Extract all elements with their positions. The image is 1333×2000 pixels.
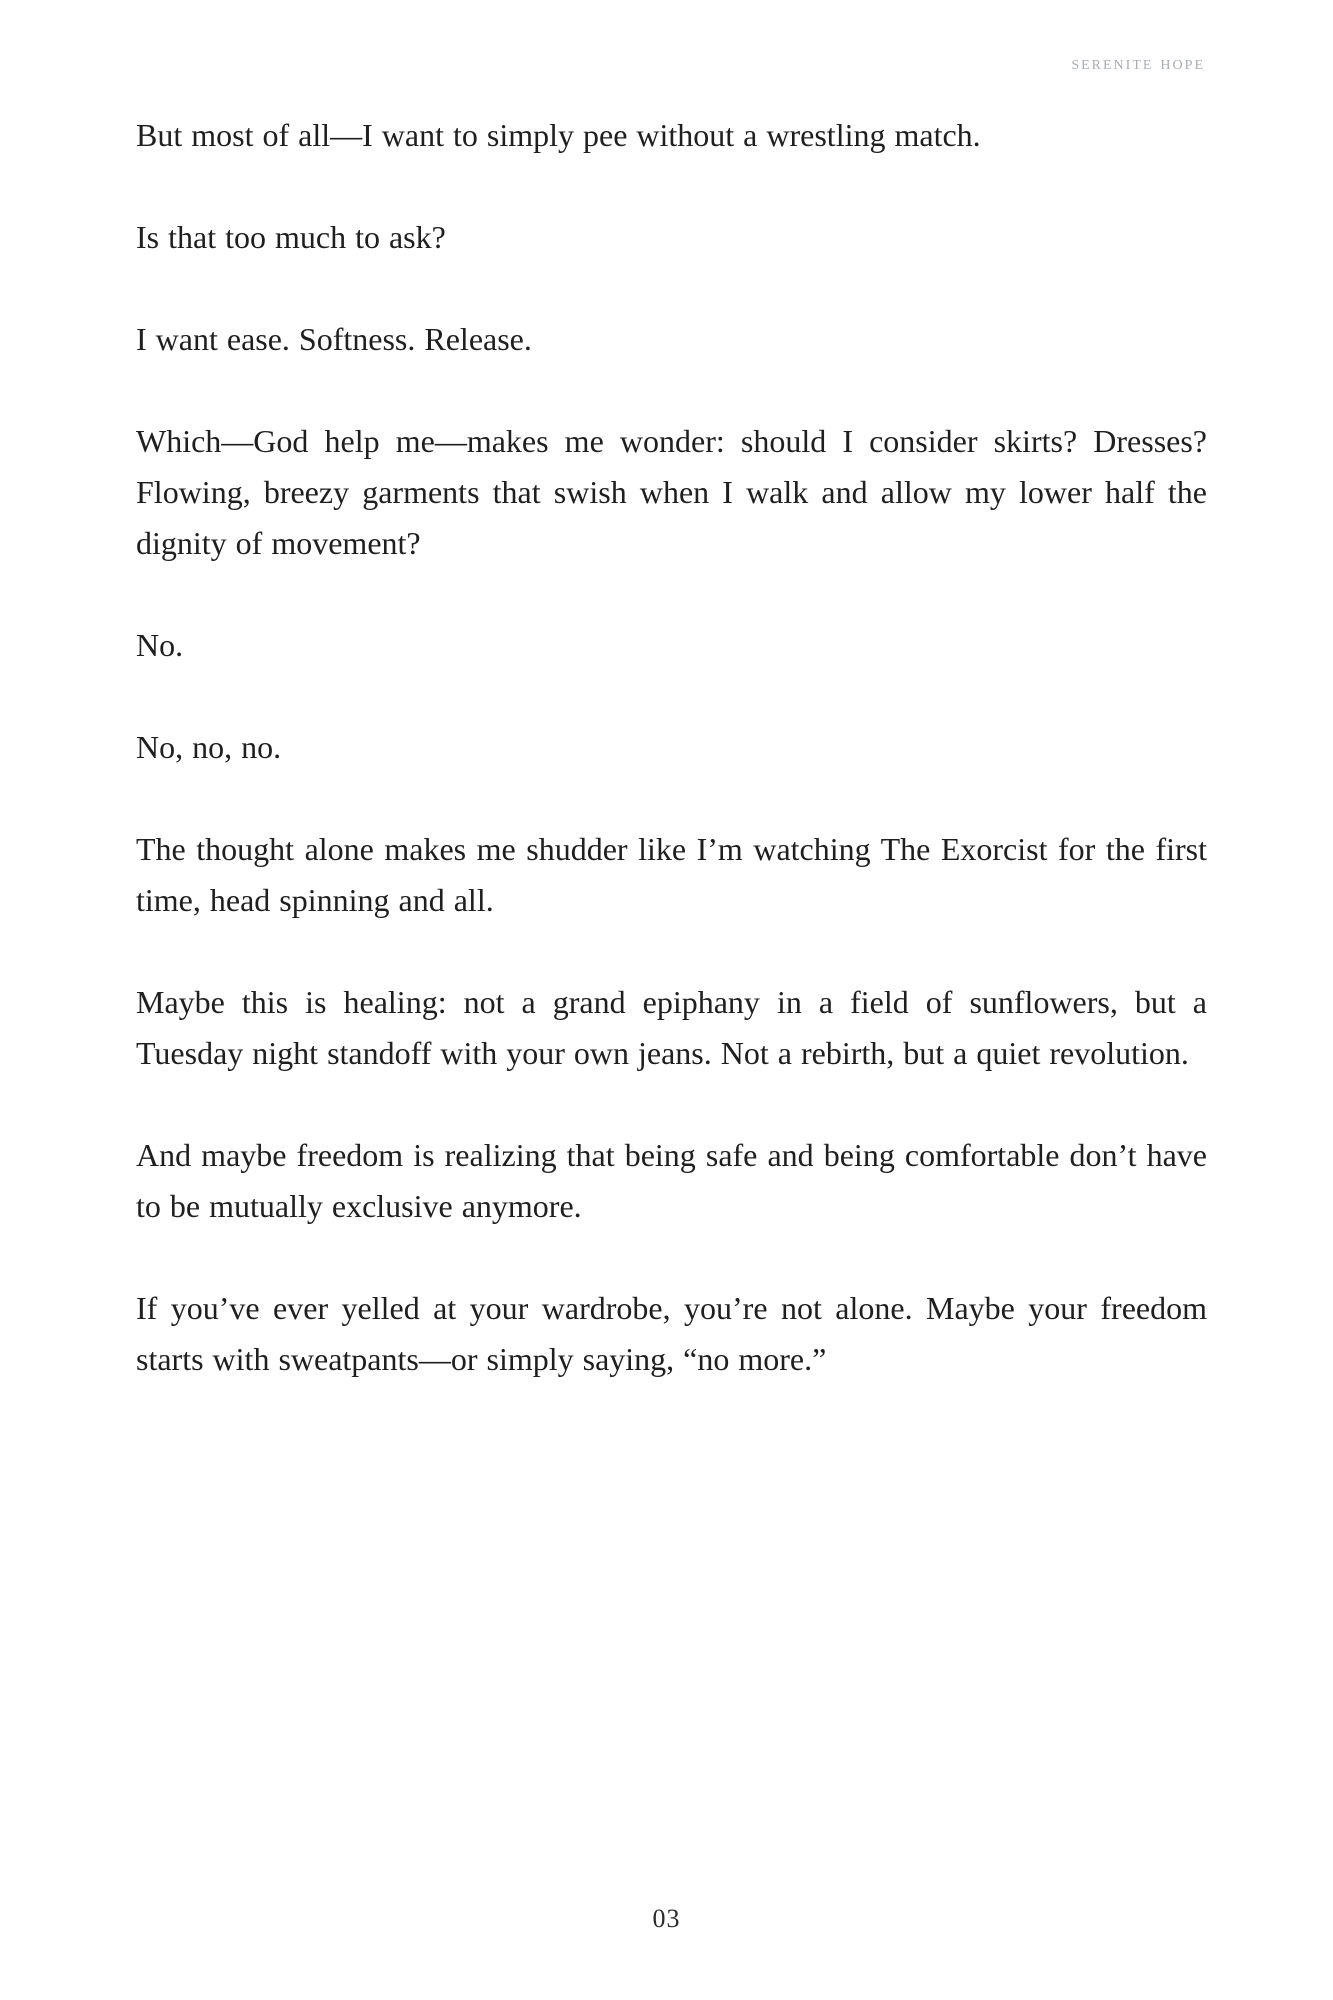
paragraph: I want ease. Softness. Release. bbox=[136, 321, 532, 357]
paragraph: No. bbox=[136, 627, 184, 663]
paragraph: If you’ve ever yelled at your wardrobe, you’re not alone. Maybe your freedom starts with sweatpants—or simply saying, “no more.” bbox=[136, 1290, 1207, 1377]
page-footer bbox=[0, 1904, 1333, 1934]
paragraph: But most of all—I want to simply pee without a wrestling match. bbox=[136, 117, 981, 153]
paragraph: The thought alone makes me shudder like I’m watching The Exorcist for the first time, head spinning and all. bbox=[136, 831, 1207, 918]
paragraph: Maybe this is healing: not a grand epiphany in a field of sunflowers, but a Tuesday night standoff with your own jeans. Not a rebirth, but a quiet revolution. bbox=[136, 984, 1207, 1071]
page-number: 03 bbox=[652, 1904, 681, 1933]
paragraph: Is that too much to ask? bbox=[136, 219, 446, 255]
paragraph: No, no, no. bbox=[136, 729, 282, 765]
paragraph: And maybe freedom is realizing that being safe and being comfortable don’t have to be mutually exclusive anymore. bbox=[136, 1137, 1207, 1224]
page-body-text bbox=[136, 110, 1207, 1436]
running-header: serenite hope bbox=[1071, 52, 1205, 74]
paragraph: Which—God help me—makes me wonder: should I consider skirts? Dresses? Flowing, breezy garments that swish when I walk and allow my lower half the dignity of movement? bbox=[136, 423, 1207, 561]
